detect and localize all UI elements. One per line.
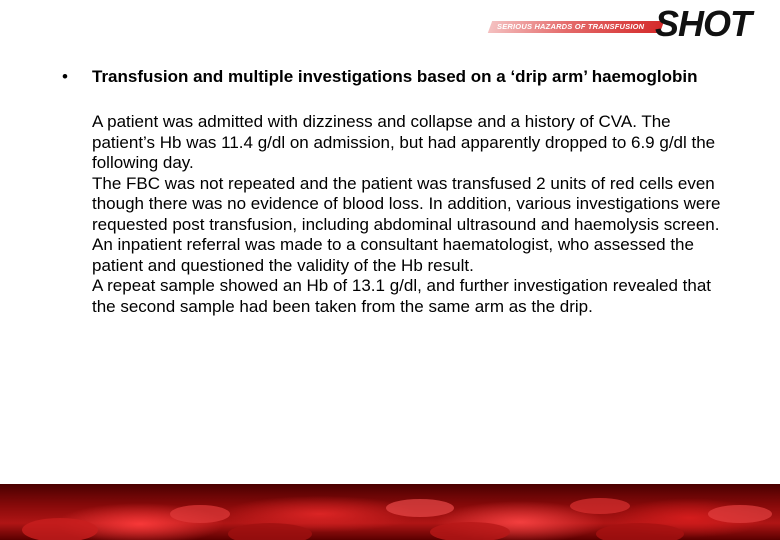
red-cells-graphic: [0, 484, 780, 540]
paragraph-repeat-sample: A repeat sample showed an Hb of 13.1 g/dl, and further investigation revealed that the second sample had been taken from the same arm as the drip.: [92, 276, 712, 316]
slide-header: [0, 0, 780, 50]
blood-cells-footer-image: [0, 484, 780, 540]
hazards-banner-text: SERIOUS HAZARDS OF TRANSFUSION: [497, 22, 645, 31]
bullet-item: [62, 66, 732, 88]
paragraph-transfusion: The FBC was not repeated and the patient was transfused 2 units of red cells even though there was no evidence of blood loss. In addition, various investigations were requested post transfusion, including abdominal ultrasound and haemolysis screen. An inpatient referral was made to a consultant haematologist, who assessed the patient and questioned the validity of the Hb result.: [92, 173, 721, 275]
bullet-heading: Transfusion and multiple investigations based on a ‘drip arm’ haemoglobin: [92, 67, 698, 86]
bullet-icon: •: [62, 67, 68, 86]
paragraph-admission: A patient was admitted with dizziness and collapse and a history of CVA. The patient’s Hb was 11.4 g/dl on admission, but had apparently dropped to 6.9 g/dl the following day.: [92, 112, 716, 172]
shot-logo: SHOT: [655, 3, 752, 44]
slide-content: [62, 66, 732, 317]
